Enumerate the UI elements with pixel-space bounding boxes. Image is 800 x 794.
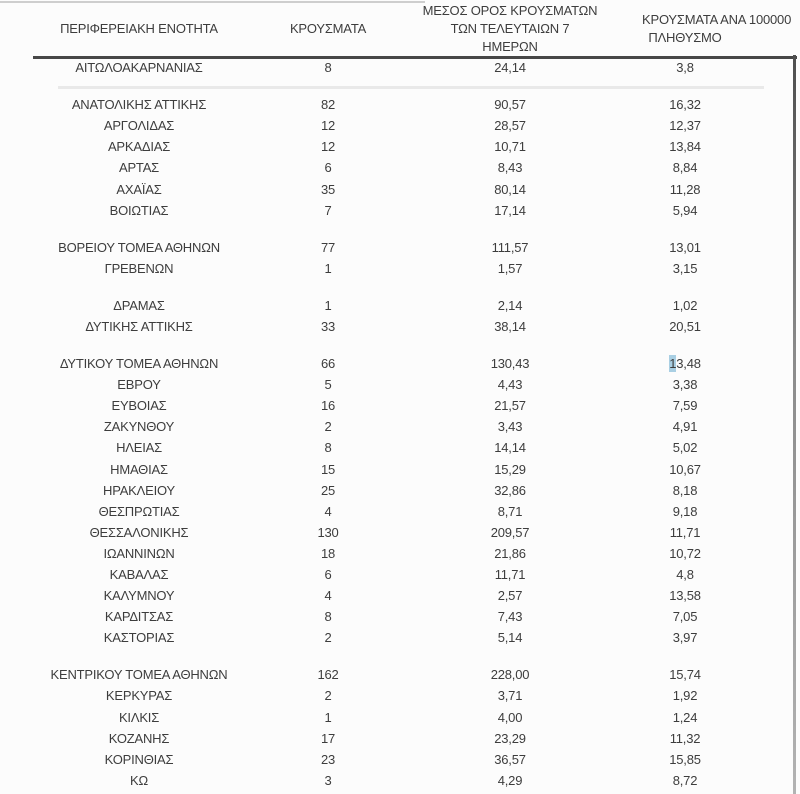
avg7-cell: 4,00 xyxy=(497,709,523,725)
table-row xyxy=(0,136,728,157)
per100k-cell: 13,84 xyxy=(669,139,701,155)
group-spacer-row xyxy=(0,337,728,353)
table-row xyxy=(0,395,728,416)
avg7-cell: 36,57 xyxy=(494,751,526,767)
per100k-cell: 13,58 xyxy=(669,588,701,604)
per100k-cell: 12,37 xyxy=(669,118,701,134)
cases-cell: 82 xyxy=(320,97,336,113)
table-row xyxy=(0,707,728,728)
per100k-cell: 20,51 xyxy=(669,318,701,334)
cases-cell: 6 xyxy=(324,160,332,176)
table-row xyxy=(0,57,728,78)
per100k-cell: 7,59 xyxy=(672,398,698,414)
table-row xyxy=(0,94,728,115)
per100k-cell: 11,32 xyxy=(669,730,701,746)
cases-cell: 77 xyxy=(320,239,336,255)
table-row xyxy=(0,728,728,749)
cases-cell: 16 xyxy=(320,398,336,414)
header-region-label: ΠΕΡΙΦΕΡΕΙΑΚΗ ΕΝΟΤΗΤΑ xyxy=(60,20,218,36)
region-cell: ΚΕΡΚΥΡΑΣ xyxy=(105,688,173,704)
avg7-cell: 90,57 xyxy=(494,97,526,113)
per100k-cell: 3,38 xyxy=(672,377,698,393)
avg7-cell: 14,14 xyxy=(494,440,526,456)
region-cell: ΘΕΣΠΡΩΤΙΑΣ xyxy=(98,503,180,519)
cases-cell: 66 xyxy=(320,356,336,372)
table-row xyxy=(0,685,728,706)
per100k-cell: 1,02 xyxy=(672,297,698,313)
region-cell: ΒΟΙΩΤΙΑΣ xyxy=(109,202,169,218)
per100k-cell: 3,15 xyxy=(672,260,698,276)
table-row xyxy=(0,295,728,316)
table-row xyxy=(0,157,728,178)
per100k-cell: 13,01 xyxy=(669,239,701,255)
per100k-cell: 11,71 xyxy=(669,524,701,540)
avg7-cell: 17,14 xyxy=(494,202,526,218)
cases-cell: 17 xyxy=(320,730,336,746)
region-cell: ΓΡΕΒΕΝΩΝ xyxy=(104,260,174,276)
per100k-cell: 7,05 xyxy=(672,609,698,625)
region-cell: ΚΕΝΤΡΙΚΟΥ ΤΟΜΕΑ ΑΘΗΝΩΝ xyxy=(50,667,228,683)
avg7-cell: 23,29 xyxy=(494,730,526,746)
header-per100k-line2: ΠΛΗΘΥΣΜΟ xyxy=(648,29,722,45)
per100k-cell: 15,85 xyxy=(669,751,701,767)
cases-cell: 2 xyxy=(324,630,332,646)
table-row xyxy=(0,564,728,585)
avg7-cell: 4,43 xyxy=(497,377,523,393)
cases-cell: 5 xyxy=(324,377,332,393)
header-cases xyxy=(278,0,378,57)
avg7-cell: 10,71 xyxy=(494,139,526,155)
per100k-cell xyxy=(642,353,728,374)
avg7-cell: 2,57 xyxy=(497,588,523,604)
cases-cell: 23 xyxy=(320,751,336,767)
header-per100k-line1: ΚΡΟΥΣΜΑΤΑ ΑΝΑ 100000 xyxy=(642,11,792,27)
header-avg7-line3: ΗΜΕΡΩΝ xyxy=(482,38,538,54)
per100k-cell: 16,32 xyxy=(669,97,701,113)
per100k-cell: 10,67 xyxy=(669,461,701,477)
table-row xyxy=(0,501,728,522)
table-row xyxy=(0,627,728,648)
avg7-cell: 4,29 xyxy=(497,772,523,788)
table-row xyxy=(0,664,728,685)
per100k-cell: 8,84 xyxy=(672,160,698,176)
avg7-cell: 32,86 xyxy=(494,482,526,498)
cases-cell: 7 xyxy=(324,202,332,218)
region-cell: ΚΑΛΥΜΝΟΥ xyxy=(103,588,175,604)
table-row xyxy=(0,480,728,501)
region-cell: ΚΑΡΔΙΤΣΑΣ xyxy=(104,609,174,625)
per100k-cell: 1,92 xyxy=(672,688,698,704)
region-cell: ΗΛΕΙΑΣ xyxy=(116,440,162,456)
per100k-cell: 8,72 xyxy=(672,772,698,788)
cases-cell: 1 xyxy=(324,297,332,313)
per100k-cell: 3,97 xyxy=(672,630,698,646)
region-cell: ΑΡΚΑΔΙΑΣ xyxy=(107,139,171,155)
avg7-cell: 130,43 xyxy=(490,356,530,372)
per100k-value-rest: 3,48 xyxy=(676,356,701,372)
table-body xyxy=(0,57,728,791)
region-cell: ΗΜΑΘΙΑΣ xyxy=(110,461,168,477)
group-spacer-row xyxy=(0,221,728,237)
per100k-cell: 5,02 xyxy=(672,440,698,456)
table-row xyxy=(0,258,728,279)
table-row xyxy=(0,115,728,136)
cases-cell: 8 xyxy=(324,60,332,76)
per100k-cell: 8,18 xyxy=(672,482,698,498)
table-row xyxy=(0,749,728,770)
avg7-cell: 15,29 xyxy=(494,461,526,477)
region-cell: ΑΝΑΤΟΛΙΚΗΣ ΑΤΤΙΚΗΣ xyxy=(71,97,207,113)
per100k-cell: 15,74 xyxy=(669,667,701,683)
avg7-cell: 228,00 xyxy=(490,667,530,683)
avg7-cell: 7,43 xyxy=(497,609,523,625)
avg7-cell: 2,14 xyxy=(497,297,523,313)
region-cell: ΚΑΣΤΟΡΙΑΣ xyxy=(103,630,175,646)
avg7-cell: 5,14 xyxy=(497,630,523,646)
region-cell: ΕΒΡΟΥ xyxy=(117,377,161,393)
region-cell: ΕΥΒΟΙΑΣ xyxy=(111,398,167,414)
table-right-border xyxy=(793,55,796,794)
avg7-cell: 8,71 xyxy=(497,503,523,519)
cases-cell: 2 xyxy=(324,419,332,435)
avg7-cell: 21,57 xyxy=(494,398,526,414)
header-avg7-line1: ΜΕΣΟΣ ΟΡΟΣ ΚΡΟΥΣΜΑΤΩΝ xyxy=(422,2,598,18)
table-row xyxy=(0,200,728,221)
table-row xyxy=(0,237,728,258)
table-row xyxy=(0,543,728,564)
avg7-cell: 80,14 xyxy=(494,181,526,197)
region-cell: ΒΟΡΕΙΟΥ ΤΟΜΕΑ ΑΘΗΝΩΝ xyxy=(58,239,220,255)
cases-cell: 3 xyxy=(324,772,332,788)
table-row xyxy=(0,585,728,606)
cases-cell: 12 xyxy=(320,139,336,155)
per100k-cell: 4,91 xyxy=(672,419,698,435)
cases-cell: 12 xyxy=(320,118,336,134)
region-cell: ΚΟΖΑΝΗΣ xyxy=(108,730,170,746)
table-row xyxy=(0,437,728,458)
table-row xyxy=(0,416,728,437)
per100k-cell: 5,94 xyxy=(672,202,698,218)
region-cell: ΑΡΤΑΣ xyxy=(118,160,160,176)
cases-cell: 15 xyxy=(320,461,336,477)
header-per100k xyxy=(642,0,792,57)
avg7-cell: 3,43 xyxy=(497,419,523,435)
avg7-cell: 8,43 xyxy=(497,160,523,176)
header-region xyxy=(0,0,278,57)
region-cell: ΚΟΡΙΝΘΙΑΣ xyxy=(104,751,174,767)
header-underline xyxy=(33,56,797,59)
group-spacer-row xyxy=(0,648,728,664)
region-cell: ΚΩ xyxy=(130,772,148,788)
cases-cell: 8 xyxy=(324,609,332,625)
cases-cell: 18 xyxy=(320,545,336,561)
cases-cell: 1 xyxy=(324,260,332,276)
region-cell: ΚΑΒΑΛΑΣ xyxy=(109,567,169,583)
region-cell: ΔΥΤΙΚΗΣ ΑΤΤΙΚΗΣ xyxy=(85,318,193,334)
cases-cell: 25 xyxy=(320,482,336,498)
region-cell: ΔΡΑΜΑΣ xyxy=(113,297,165,313)
cases-cell: 6 xyxy=(324,567,332,583)
region-cell: ΑΙΤΩΛΟΑΚΑΡΝΑΝΙΑΣ xyxy=(75,60,203,76)
per100k-cell: 9,18 xyxy=(672,503,698,519)
region-cell: ΙΩΑΝΝΙΝΩΝ xyxy=(103,545,175,561)
table-row xyxy=(0,178,728,199)
selection-highlight: 1 xyxy=(669,356,677,372)
region-cell: ΑΧΑΪΑΣ xyxy=(116,181,162,197)
group-spacer-row xyxy=(0,279,728,295)
avg7-cell: 209,57 xyxy=(490,524,530,540)
avg7-cell: 38,14 xyxy=(494,318,526,334)
region-cell: ΖΑΚΥΝΘΟΥ xyxy=(103,419,175,435)
region-cell: ΘΕΣΣΑΛΟΝΙΚΗΣ xyxy=(89,524,189,540)
per100k-cell: 11,28 xyxy=(669,181,701,197)
cases-cell: 1 xyxy=(324,709,332,725)
avg7-cell: 3,71 xyxy=(497,688,523,704)
per100k-cell: 4,8 xyxy=(676,567,694,583)
region-cell: ΚΙΛΚΙΣ xyxy=(118,709,160,725)
cases-cell: 8 xyxy=(324,440,332,456)
row1-faint-divider xyxy=(58,86,764,89)
table-row xyxy=(0,316,728,337)
table-row xyxy=(0,606,728,627)
cases-cell: 4 xyxy=(324,588,332,604)
avg7-cell: 111,57 xyxy=(491,239,529,255)
per100k-cell: 1,24 xyxy=(672,709,698,725)
per100k-cell: 10,72 xyxy=(669,545,701,561)
table-row xyxy=(0,522,728,543)
per100k-cell: 3,8 xyxy=(676,60,694,76)
region-cell: ΗΡΑΚΛΕΙΟΥ xyxy=(103,482,175,498)
table-row xyxy=(0,459,728,480)
table-row xyxy=(0,374,728,395)
header-avg7 xyxy=(378,0,642,57)
avg7-cell: 11,71 xyxy=(494,567,526,583)
cases-cell: 4 xyxy=(324,503,332,519)
region-cell: ΑΡΓΟΛΙΔΑΣ xyxy=(103,118,175,134)
avg7-cell: 24,14 xyxy=(494,60,526,76)
header-row xyxy=(0,0,728,57)
table-row xyxy=(0,770,728,791)
header-avg7-line2: ΤΩΝ ΤΕΛΕΥΤΑΙΩΝ 7 xyxy=(450,20,570,36)
cases-cell: 130 xyxy=(317,524,339,540)
cases-cell: 35 xyxy=(320,181,336,197)
cases-cell: 33 xyxy=(320,318,336,334)
avg7-cell: 28,57 xyxy=(494,118,526,134)
cases-cell: 2 xyxy=(324,688,332,704)
header-cases-label: ΚΡΟΥΣΜΑΤΑ xyxy=(289,20,367,36)
cases-cell: 162 xyxy=(317,667,339,683)
table-row xyxy=(0,353,728,374)
avg7-cell: 21,86 xyxy=(494,545,526,561)
avg7-cell: 1,57 xyxy=(497,260,523,276)
region-cell: ΔΥΤΙΚΟΥ ΤΟΜΕΑ ΑΘΗΝΩΝ xyxy=(59,356,219,372)
